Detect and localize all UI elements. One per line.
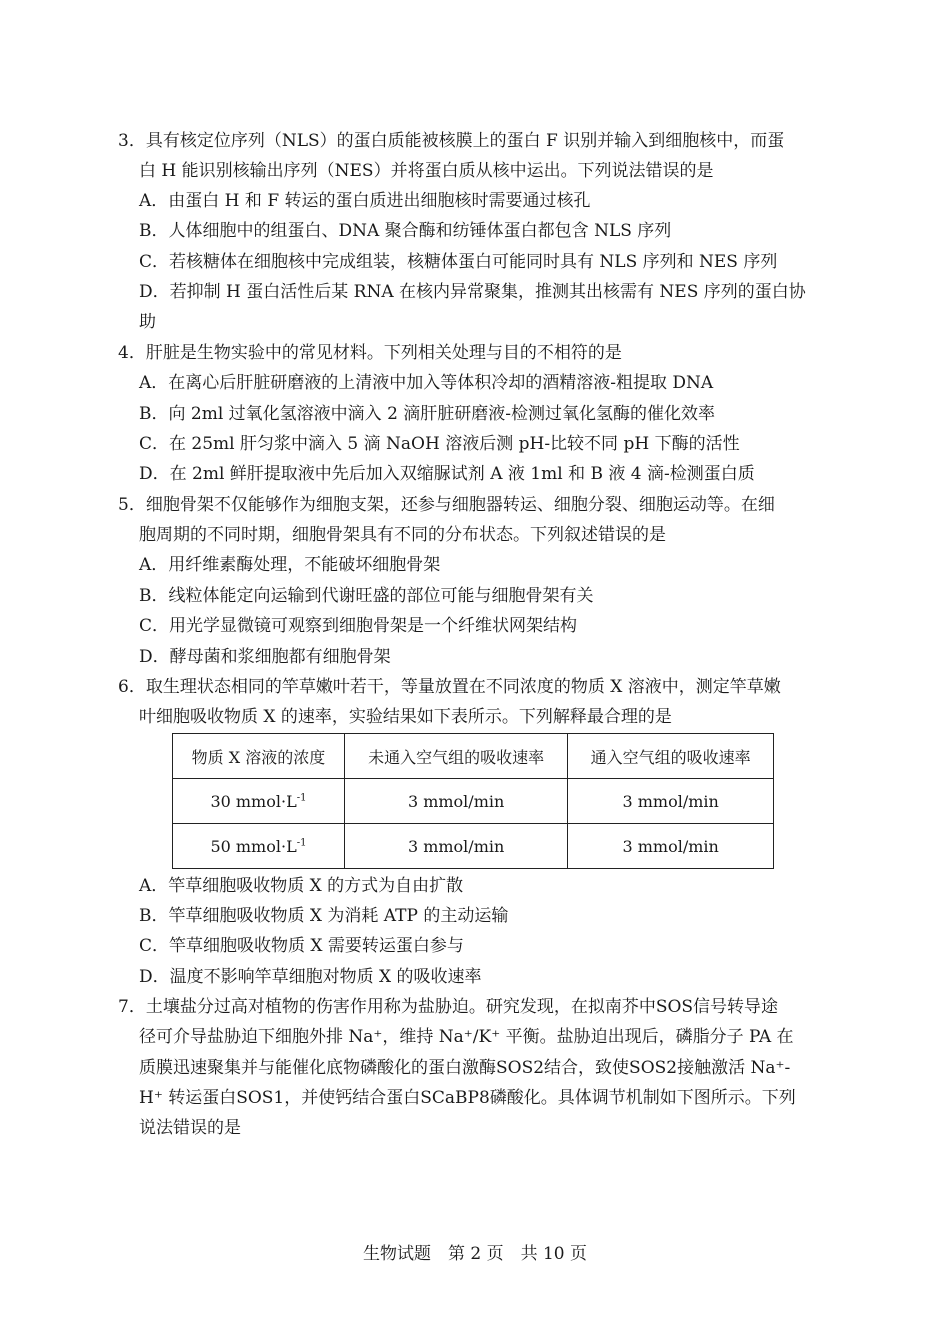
q5-stem-line1: 5．细胞骨架不仅能够作为细胞支架，还参与细胞器转运、细胞分裂、细胞运动等。在细 <box>118 495 775 515</box>
q5-option-b: B．线粒体能定向运输到代谢旺盛的部位可能与细胞骨架有关 <box>139 586 594 606</box>
table-cell-rate-no-air: 3 mmol/min <box>344 824 567 869</box>
q6-option-a: A．竿草细胞吸收物质 X 的方式为自由扩散 <box>139 876 464 896</box>
table-header-cell: 未通入空气组的吸收速率 <box>344 734 567 779</box>
table-row <box>173 779 774 824</box>
table-cell-concentration: 50 $mmol\cdot L^{-1}$ <box>173 824 345 869</box>
q5-stem-line2: 胞周期的不同时期，细胞骨架具有不同的分布状态。下列叙述错误的是 <box>139 525 666 545</box>
q6-data-table <box>172 733 774 869</box>
q6-option-c: C．竿草细胞吸收物质 X 需要转运蛋白参与 <box>139 936 464 956</box>
q7-stem-line2: 径可介导盐胁迫下细胞外排 Na⁺，维持 Na⁺/K⁺ 平衡。盐胁迫出现后，磷脂分子 PA 在 <box>139 1027 794 1047</box>
q5-option-c: C．用光学显微镜可观察到细胞骨架是一个纤维状网架结构 <box>139 616 578 636</box>
q3-option-d-line1: D．若抑制 H 蛋白活性后某 RNA 在核内异常聚集，推测其出核需有 NES 序列的蛋白协 <box>139 282 806 302</box>
q5-option-a: A．用纤维素酶处理，不能破坏细胞骨架 <box>139 555 441 575</box>
q3-stem-line1: 3．具有核定位序列（NLS）的蛋白质能被核膜上的蛋白 F 识别并输入到细胞核中，而蛋 <box>118 131 785 151</box>
q6-option-d: D．温度不影响竿草细胞对物质 X 的吸收速率 <box>139 967 482 987</box>
q7-stem-line1: 7．土壤盐分过高对植物的伤害作用称为盐胁迫。研究发现，在拟南芥中SOS信号转导途 <box>118 997 779 1017</box>
table-cell-rate-air: 3 mmol/min <box>568 779 774 824</box>
table-cell-rate-no-air: 3 mmol/min <box>344 779 567 824</box>
q7-stem-line4: H⁺ 转运蛋白SOS1，并使钙结合蛋白SCaBP8磷酸化。具体调节机制如下图所示。下列 <box>139 1088 796 1108</box>
q5-option-d: D．酵母菌和浆细胞都有细胞骨架 <box>139 647 391 667</box>
q3-stem-line2: 白 H 能识别核输出序列（NES）并将蛋白质从核中运出。下列说法错误的是 <box>139 161 714 181</box>
q3-option-a: A．由蛋白 H 和 F 转运的蛋白质进出细胞核时需要通过核孔 <box>139 191 591 211</box>
q7-stem-line5: 说法错误的是 <box>139 1118 241 1138</box>
q4-stem: 4．肝脏是生物实验中的常见材料。下列相关处理与目的不相符的是 <box>118 343 622 363</box>
q7-stem-line3: 质膜迅速聚集并与能催化底物磷酸化的蛋白激酶SOS2结合，致使SOS2接触激活 Na⁺- <box>139 1058 791 1078</box>
table-cell-rate-air: 3 mmol/min <box>568 824 774 869</box>
q6-stem-line1: 6．取生理状态相同的竿草嫩叶若干，等量放置在不同浓度的物质 X 溶液中，测定竿草嫩 <box>118 677 781 697</box>
table-header-row <box>173 734 774 779</box>
q4-option-d: D．在 2ml 鲜肝提取液中先后加入双缩脲试剂 A 液 1ml 和 B 液 4 滴-检测蛋白质 <box>139 464 755 484</box>
q4-option-c: C．在 25ml 肝匀浆中滴入 5 滴 NaOH 溶液后测 pH-比较不同 pH 下酶的活性 <box>139 434 740 454</box>
page-footer: 生物试题 第 2 页 共 10 页 <box>362 1244 588 1264</box>
q3-option-d-line2: 助 <box>139 312 156 332</box>
table-row <box>173 824 774 869</box>
q3-option-c: C．若核糖体在细胞核中完成组装，核糖体蛋白可能同时具有 NLS 序列和 NES 序列 <box>139 252 778 272</box>
table-header-cell: 通入空气组的吸收速率 <box>568 734 774 779</box>
q6-stem-line2: 叶细胞吸收物质 X 的速率，实验结果如下表所示。下列解释最合理的是 <box>139 707 672 727</box>
table-header-cell: 物质 X 溶液的浓度 <box>173 734 345 779</box>
q4-option-a: A．在离心后肝脏研磨液的上清液中加入等体积冷却的酒精溶液-粗提取 DNA <box>139 373 714 393</box>
q4-option-b: B．向 2ml 过氧化氢溶液中滴入 2 滴肝脏研磨液-检测过氧化氢酶的催化效率 <box>139 404 716 424</box>
q3-option-b: B．人体细胞中的组蛋白、DNA 聚合酶和纺锤体蛋白都包含 NLS 序列 <box>139 221 672 241</box>
table-cell-concentration: 30 $mmol\cdot L^{-1}$ <box>173 779 345 824</box>
q6-option-b: B．竿草细胞吸收物质 X 为消耗 ATP 的主动运输 <box>139 906 509 926</box>
